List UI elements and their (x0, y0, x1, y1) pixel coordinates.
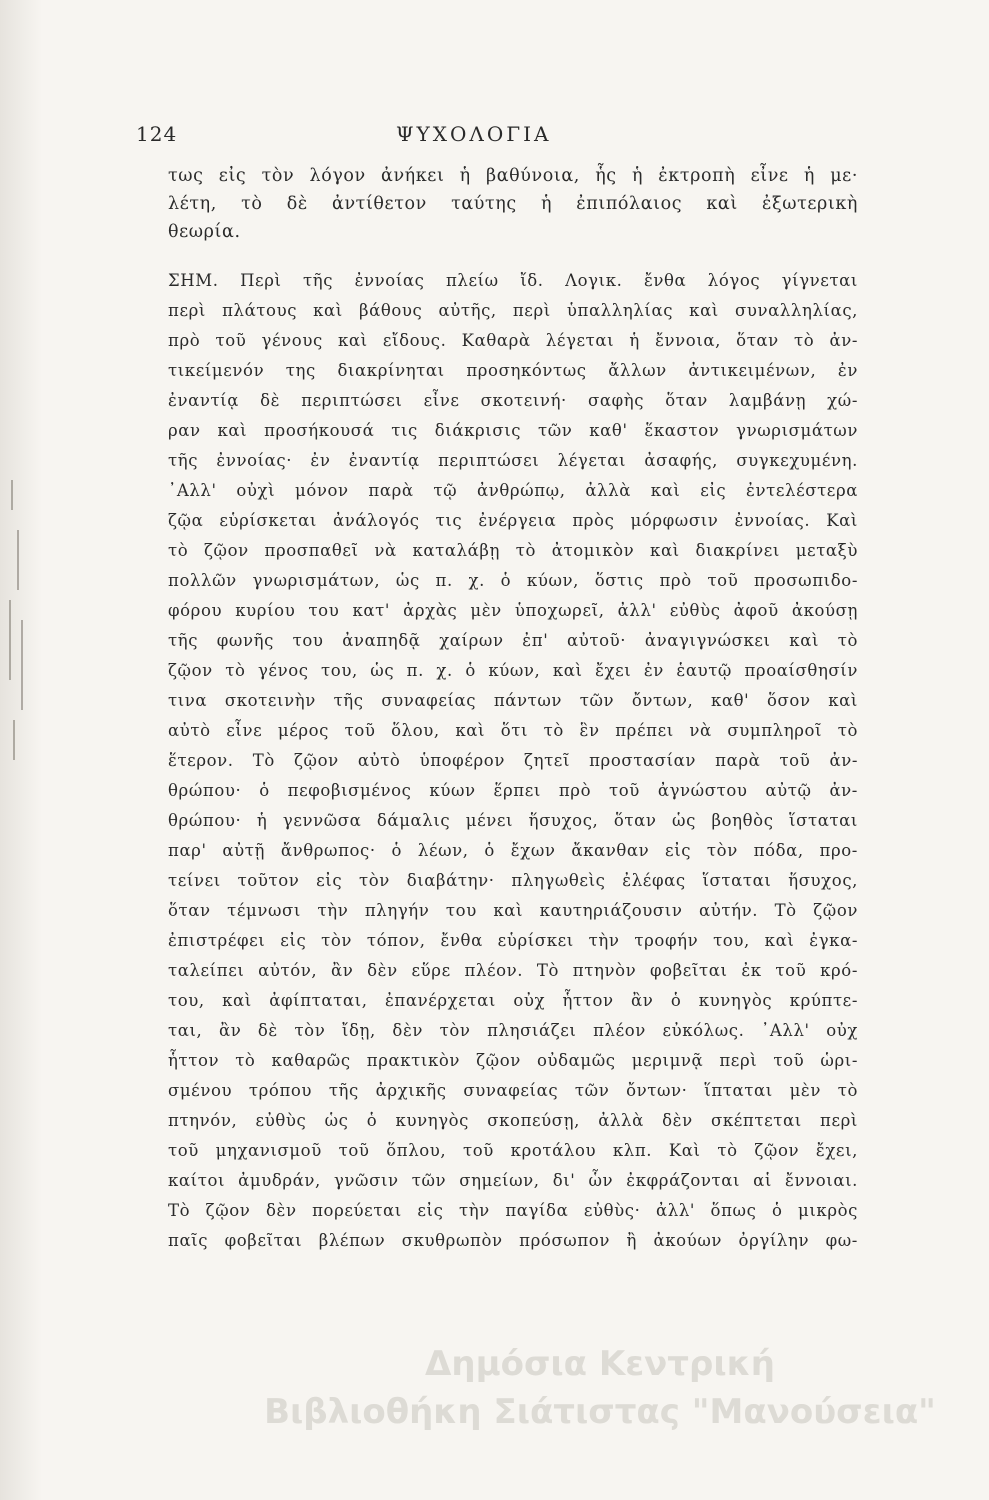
note-line: ΣΗΜ. Περὶ τῆς ἐννοίας πλείω ἴδ. Λογικ. ἔνθα λόγος γίγνεται (168, 271, 858, 290)
watermark-line-1: Δημόσια Κεντρική (425, 1344, 775, 1384)
note-line: τῆς φωνῆς του ἀναπηδᾷ χαίρων ἐπ' αὐτοῦ· ἀναγιγνώσκει καὶ τὸ (168, 631, 858, 650)
note-line: ᾿Αλλ' οὐχὶ μόνον παρὰ τῷ ἀνθρώπῳ, ἀλλὰ καὶ εἰς ἐντελέστερα (168, 481, 858, 500)
note-line: περὶ πλάτους καὶ βάθους αὐτῆς, περὶ ὑπαλληλίας καὶ συναλληλίας, (168, 301, 858, 320)
note-line: τινα σκοτεινὴν τῆς συναφείας πάντων τῶν ὄντων, καθ' ὅσον καὶ (168, 691, 858, 710)
note-line: πτηνόν, εὐθὺς ὡς ὁ κυνηγὸς σκοπεύσῃ, ἀλλὰ δὲν σκέπτεται περὶ (168, 1111, 858, 1130)
note-line: ὅταν τέμνωσι τὴν πληγήν του καὶ καυτηριάζουσιν αὐτήν. Τὸ ζῷον (168, 901, 858, 920)
note-line: ζῷον τὸ γένος του, ὡς π. χ. ὁ κύων, καὶ ἔχει ἐν ἑαυτῷ προαίσθησίν (168, 661, 858, 680)
note-line: θρώπου· ἡ γεννῶσα δάμαλις μένει ἥσυχος, ὅταν ὡς βοηθὸς ἵσταται (168, 811, 858, 830)
note-line: ἕτερον. Τὸ ζῷον αὐτὸ ὑποφέρον ζητεῖ προστασίαν παρὰ τοῦ ἀν- (168, 751, 858, 770)
text-line: λέτη, τὸ δὲ ἀντίθετον ταύτης ἡ ἐπιπόλαιος καὶ ἐξωτερικὴ (168, 194, 858, 214)
note-line: τοῦ μηχανισμοῦ τοῦ ὅπλου, τοῦ κροτάλου κλπ. Καὶ τὸ ζῷον ἔχει, (168, 1141, 858, 1160)
text-body (168, 162, 858, 1286)
note-line: ζῷα εὑρίσκεται ἀνάλογός τις ἐνέργεια πρὸς μόρφωσιν ἐννοίας. Καὶ (168, 511, 858, 530)
note-line: ἧττον τὸ καθαρῶς πρακτικὸν ζῷον οὐδαμῶς μεριμνᾷ περὶ τοῦ ὡρι- (168, 1051, 858, 1070)
note-line: τὸ ζῷον προσπαθεῖ νὰ καταλάβῃ τὸ ἀτομικὸν καὶ διακρίνει μεταξὺ (168, 541, 858, 560)
note-line: ται, ἂν δὲ τὸν ἴδῃ, δὲν τὸν πλησιάζει πλέον εὐκόλως. ᾿Αλλ' οὐχ (168, 1021, 858, 1040)
note-line: ραν καὶ προσήκουσά τις διάκρισις τῶν καθ' ἕκαστον γνωρισμάτων (168, 421, 858, 440)
note-line: τείνει τοῦτον εἰς τὸν διαβάτην· πληγωθεὶς ἐλέφας ἵσταται ἥσυχος, (168, 871, 858, 890)
note-line (168, 1256, 858, 1286)
page-number: 124 (136, 122, 178, 146)
note-line: τικείμενόν της διακρίνηται προσηκόντως ἄλλων ἀντικειμένων, ἐν (168, 361, 858, 380)
note-line: θρώπου· ὁ πεφοβισμένος κύων ἕρπει πρὸ τοῦ ἀγνώστου αὐτῷ ἀν- (168, 781, 858, 800)
note-line: αὐτὸ εἶνε μέρος τοῦ ὅλου, καὶ ὅτι τὸ ἓν πρέπει νὰ συμπληροῖ τὸ (168, 721, 858, 740)
note-line: τῆς ἐννοίας· ἐν ἐναντίᾳ περιπτώσει λέγεται ἀσαφής, συγκεχυμένη. (168, 451, 858, 470)
text-line: θεωρία. (168, 222, 241, 242)
note-line: ταλείπει αὐτόν, ἂν δὲν εὕρε πλέον. Τὸ πτηνὸν φοβεῖται ἐκ τοῦ κρό- (168, 961, 858, 980)
note-line: καίτοι ἀμυδράν, γνῶσιν τῶν σημείων, δι' ὧν ἐκφράζονται αἱ ἔννοιαι. (168, 1171, 858, 1190)
library-watermark (230, 1340, 970, 1436)
watermark-line-2: Βιβλιοθήκη Σιάτιστας "Μανούσεια" (264, 1392, 936, 1432)
note-line: ἐπιστρέφει εἰς τὸν τόπον, ἔνθα εὑρίσκει τὴν τροφήν του, καὶ ἐγκα- (168, 931, 858, 950)
paragraph-gap (168, 246, 858, 266)
note-line: παρ' αὐτῇ ἄνθρωπος· ὁ λέων, ὁ ἔχων ἄκανθαν εἰς τὸν πόδα, προ- (168, 841, 858, 860)
note-line: ἐναντίᾳ δὲ περιπτώσει εἶνε σκοτεινή· σαφὴς ὅταν λαμβάνῃ χώ- (168, 391, 858, 410)
note-line: πολλῶν γνωρισμάτων, ὡς π. χ. ὁ κύων, ὅστις πρὸ τοῦ προσωπιδο- (168, 571, 858, 590)
running-title: ΨΥΧΟΛΟΓΙΑ (396, 122, 552, 146)
note-line: του, καὶ ἀφίπταται, ἐπανέρχεται οὐχ ἧττον ἂν ὁ κυνηγὸς κρύπτε- (168, 991, 858, 1010)
text-line: τως εἰς τὸν λόγον ἀνήκει ἡ βαθύνοια, ἧς ἡ ἐκτροπὴ εἶνε ἡ με· (168, 166, 858, 186)
note-line: Τὸ ζῷον δὲν πορεύεται εἰς τὴν παγίδα εὐθὺς· ἀλλ' ὅπως ὁ μικρὸς (168, 1201, 858, 1220)
page-header (136, 122, 856, 152)
gutter-marks-decoration (4, 470, 34, 770)
binding-gutter (0, 0, 42, 1500)
note-line: παῖς φοβεῖται βλέπων σκυθρωπὸν πρόσωπον ἢ ἀκούων ὀργίλην φω- (168, 1231, 858, 1250)
note-line: πρὸ τοῦ γένους καὶ εἴδους. Καθαρὰ λέγεται ἡ ἔννοια, ὅταν τὸ ἀν- (168, 331, 858, 350)
note-line: φόρου κυρίου του κατ' ἀρχὰς μὲν ὑποχωρεῖ, ἀλλ' εὐθὺς ἀφοῦ ἀκούσῃ (168, 601, 858, 620)
note-line: σμένου τρόπου τῆς ἀρχικῆς συναφείας τῶν ὄντων· ἵπταται μὲν τὸ (168, 1081, 858, 1100)
